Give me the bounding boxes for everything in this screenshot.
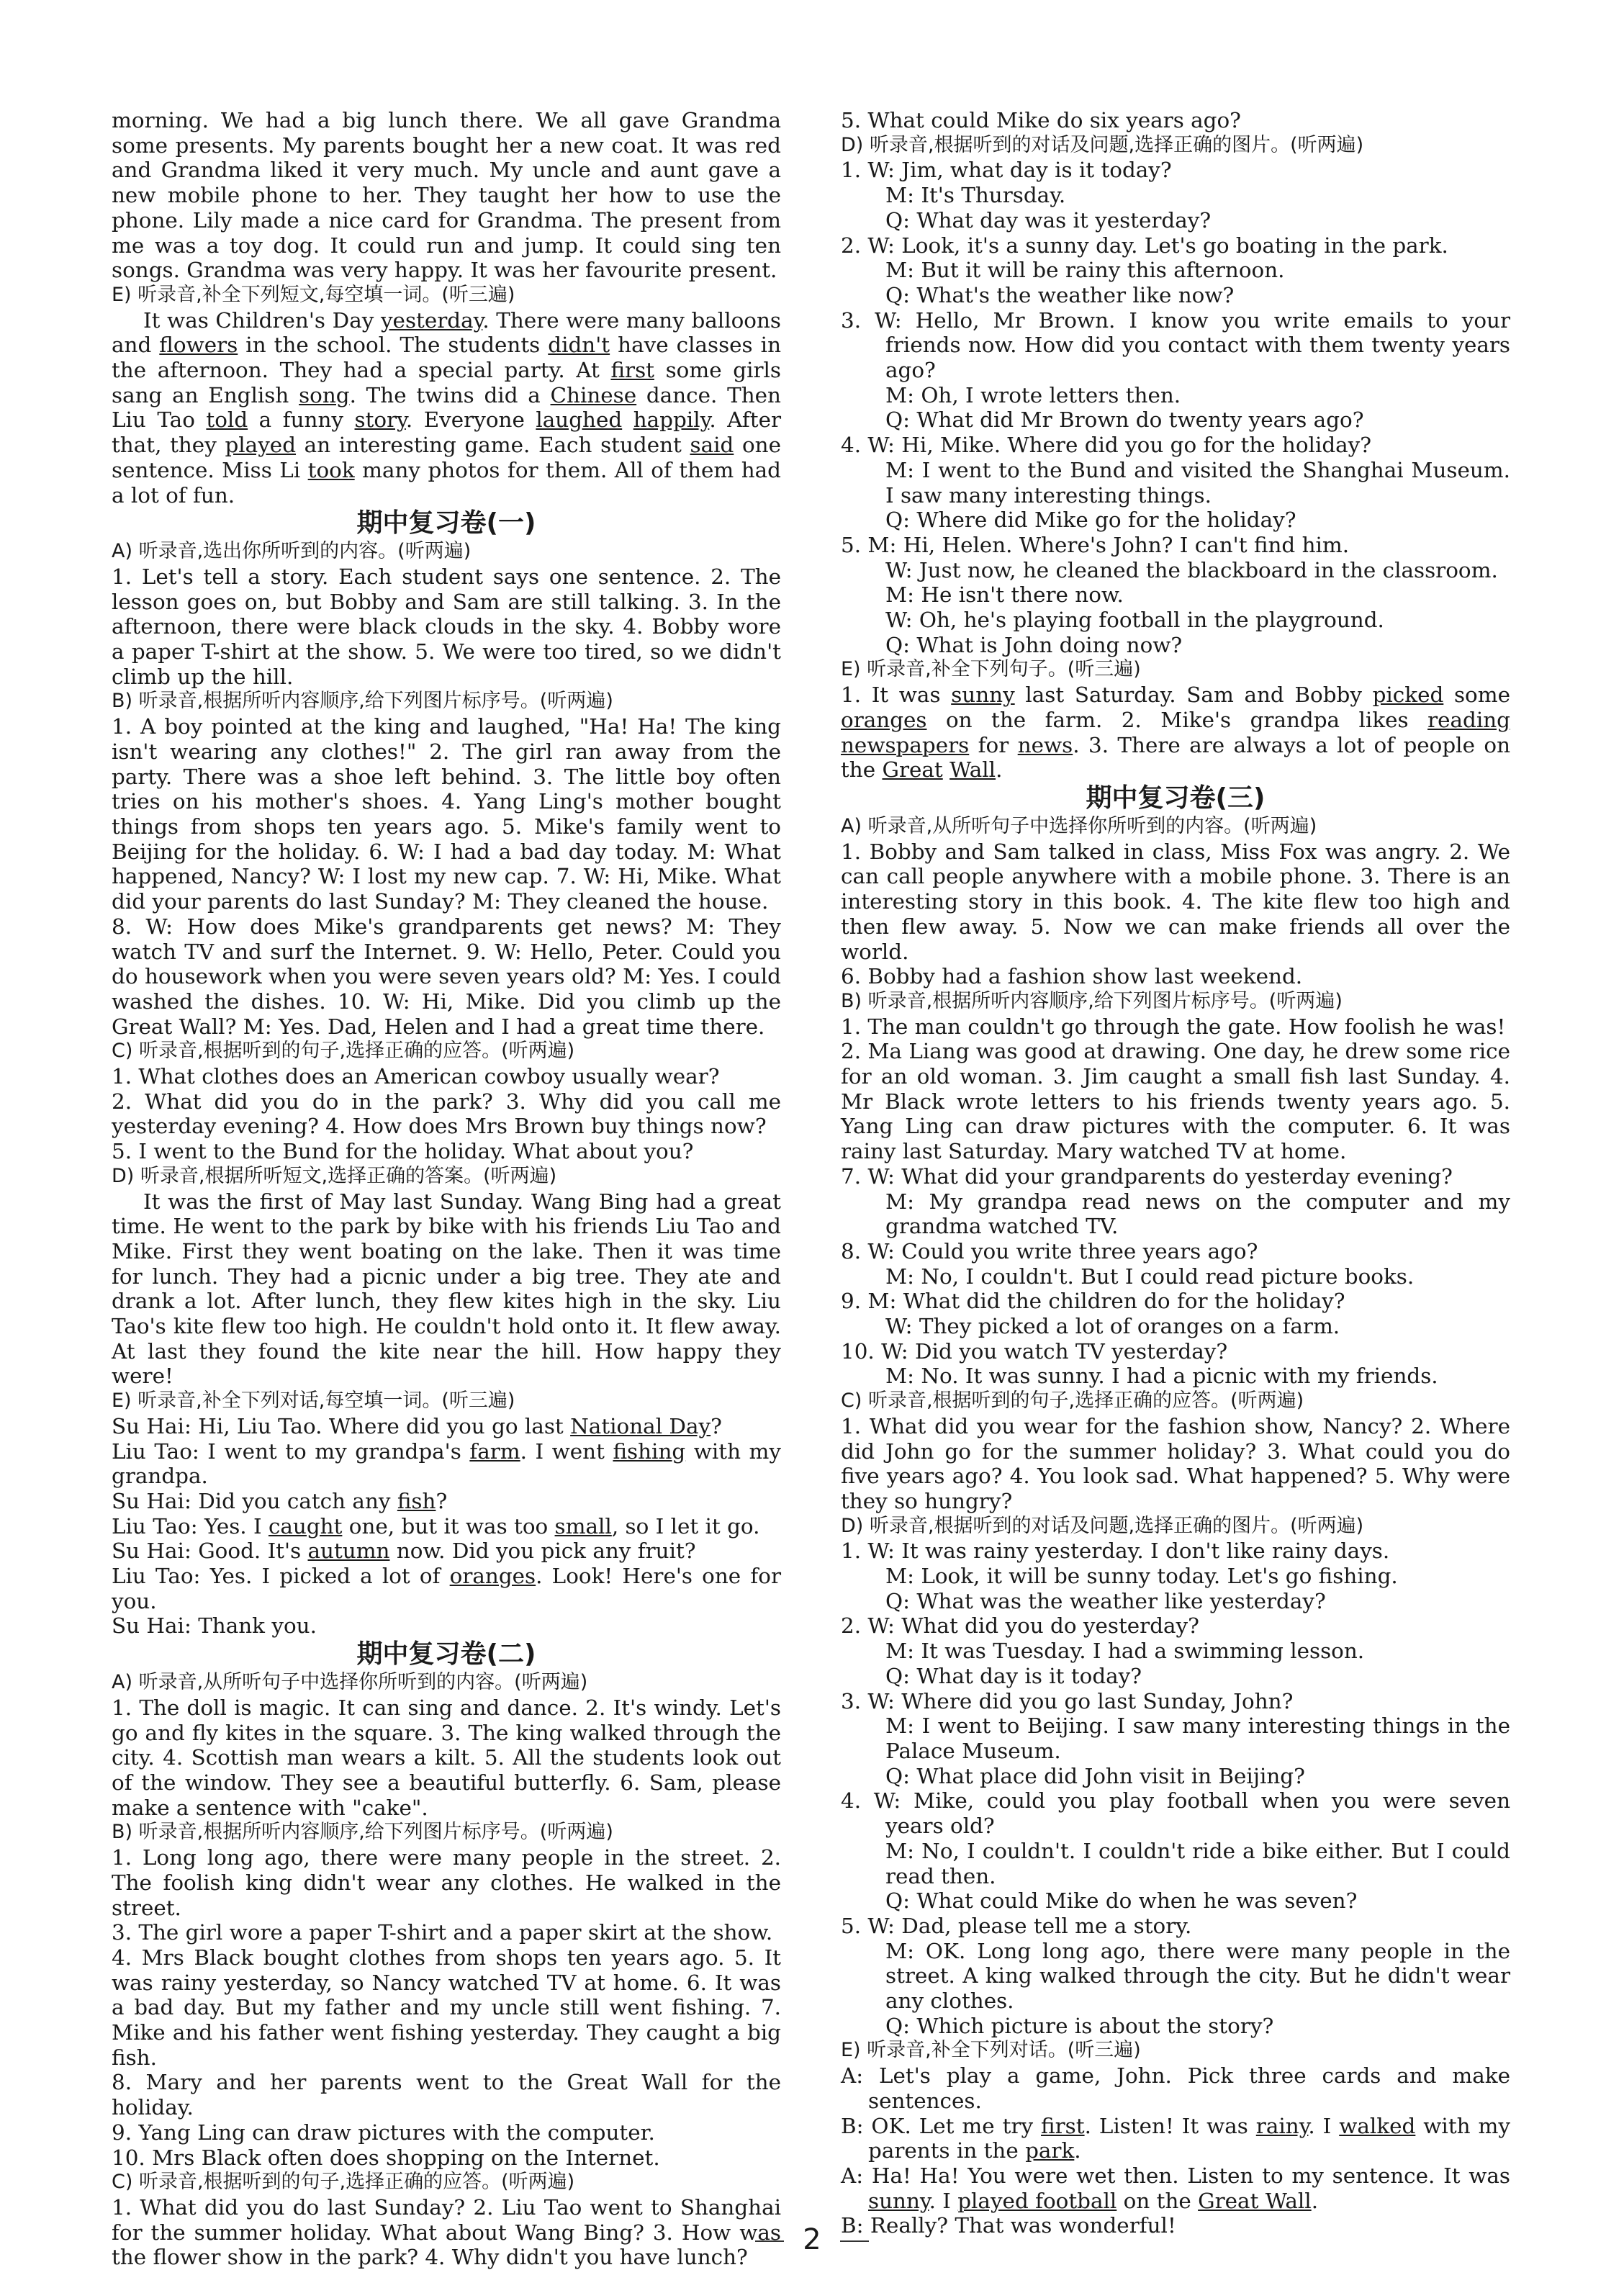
t3-e-dialogue bbox=[841, 2063, 1510, 2238]
dialogue-line: M: My grandpa read news on the computer and my grandma watched TV. bbox=[885, 1189, 1510, 1239]
t1-d-heading: D) 听录音,根据所听短文,选择正确的答案。(听两遍) bbox=[112, 1164, 557, 1187]
dialogue-line: Q: What could Mike do when he was seven? bbox=[885, 1888, 1358, 1914]
text-run: A: Let's play a game, John. Pick three cards and make sentences. bbox=[841, 2063, 1510, 2113]
text-run: . Look! Here's one for you. bbox=[112, 1564, 781, 1613]
page-number-text: 2 bbox=[803, 2223, 821, 2256]
t1-e-dialogue bbox=[112, 1414, 781, 1639]
text-run: . The twins did a bbox=[349, 382, 551, 407]
t3-b-text: 2. Ma Liang was good at drawing. One day, he drew some rice for an old woman. 3. Jim caught a small fish last Sunday. 4. Mr Black wrote letters to his friends twenty years ago. 5. Yang Ling can draw pictures with the computer. 6. It was rainy last Saturday. Mary watched TV at home. bbox=[841, 1039, 1510, 1164]
t1-c-line: 1. What clothes does an American cowboy usually wear? bbox=[112, 1064, 720, 1089]
t2-b-line: 8. Mary and her parents went to the Great Wall for the holiday. bbox=[112, 2070, 781, 2120]
filled-blank: song bbox=[299, 382, 350, 407]
text-run: ? bbox=[710, 1413, 722, 1438]
dialogue-item: 5. W: Dad, please tell me a story. bbox=[841, 1913, 1192, 1938]
text-run: in the school. The students bbox=[238, 333, 549, 358]
text-run: . I bbox=[1308, 2113, 1340, 2138]
dialogue-item: 3. W: Where did you go last Sunday, John? bbox=[841, 1688, 1294, 1713]
t2-b-line-5: 5. What could Mike do six years ago? bbox=[841, 108, 1241, 132]
dialogue-item: 7. W: What did your grandparents do yesterday evening? bbox=[841, 1163, 1453, 1189]
filled-blank: caught bbox=[268, 1513, 343, 1539]
text-run bbox=[622, 407, 633, 432]
dialogue-line: W: Oh, he's playing football in the playground. bbox=[885, 608, 1384, 633]
text-run: . bbox=[1074, 2138, 1081, 2163]
text-run: some bbox=[1443, 683, 1510, 708]
t1-b-text: 1. A boy pointed at the king and laughed, "Ha! Ha! The king isn't wearing any clothes!" 2. The girl ran away from the party. There was a shoe left behind. 3. The little boy often tries on his mother's shoes. 4. Yang Ling's mother bought things from shops ten years ago. 5. Mike's family went to Beijing for the holiday. 6. W: I had a bad day today. M: What happened, Nancy? W: I lost my new cap. 7. W: Hi, Mike. What did your parents do last Sunday? M: They cleaned the house. bbox=[112, 714, 781, 914]
t1-b-text-2: 8. W: How does Mike's grandparents get news? M: They watch TV and surf the Internet. 9. W: Hello, Peter. Could you do housework when you were seven years old? M: Yes. I could washed the dishes. 10. W: Hi, Mike. Did you climb up the Great Wall? M: Yes. Dad, Helen and I had a great time there. bbox=[112, 914, 781, 1039]
text-run: 1. It was bbox=[841, 683, 952, 708]
dialogue-line: M: But it will be rainy this afternoon. bbox=[885, 258, 1285, 283]
t2-c-text: 1. What did you do last Sunday? 2. Liu Tao went to Shanghai for the summer holiday. What about Wang Bing? 3. How was the flower show in the park? 4. Why didn't you have lunch? bbox=[112, 2194, 781, 2270]
section-e-heading: E) 听录音,补全下列短文,每空填一词。(听三遍) bbox=[112, 283, 515, 306]
filled-blank: story bbox=[354, 407, 406, 433]
text-run: . bbox=[1311, 2188, 1319, 2213]
t2-c-heading: C) 听录音,根据听到的句子,选择正确的应答。(听两遍) bbox=[112, 2171, 575, 2194]
dialogue-line: M: Look, it will be sunny today. Let's go fishing. bbox=[885, 1564, 1398, 1589]
t2-a-heading: A) 听录音,从所听句子中选择你所听到的内容。(听两遍) bbox=[112, 1671, 588, 1694]
filled-blank: took bbox=[307, 457, 355, 482]
text-run: . Listen! It was bbox=[1084, 2113, 1256, 2138]
t2-b-line: 3. The girl wore a paper T-shirt and a paper skirt at the show. bbox=[112, 1920, 773, 1945]
filled-blank: played football bbox=[957, 2188, 1117, 2213]
t3-a-text: 1. Bobby and Sam talked in class, Miss Fox was angry. 2. We can call people anywhere with a mobile phone. 3. There is an interesting story in this book. 4. The kite flew too high and then flew away. 5. Now we can make friends all over the world. bbox=[841, 839, 1510, 964]
filled-blank: walked bbox=[1339, 2113, 1416, 2138]
text-run: . I went bbox=[520, 1438, 613, 1464]
dialogue-line: W: Just now, he cleaned the blackboard in the classroom. bbox=[885, 557, 1498, 582]
text-run: Su Hai: Good. It's bbox=[112, 1539, 308, 1564]
text-run: now. Did you pick any fruit? bbox=[389, 1539, 696, 1564]
t3-c-text: 1. What did you wear for the fashion show, Nancy? 2. Where did John go for the summer holiday? 3. What could you do five years ago? 4. You look sad. What happened? 5. Why were they so hungry? bbox=[841, 1413, 1510, 1513]
filled-blank: fishing bbox=[613, 1438, 686, 1464]
intro-paragraph: morning. We had a big lunch there. We all gave Grandma some presents. My parents bought her a new coat. It was red and Grandma liked it very much. My uncle and aunt gave a new mobile phone to her. They taught her how to use the phone. Lily made a nice card for Grandma. The present from me was a toy dog. It could run and jump. It could sing ten songs. Grandma was very happy. It was her favourite present. bbox=[112, 108, 781, 283]
text-run: have classes in the afternoon. They had a special party. At bbox=[112, 333, 781, 383]
t3-e-heading: E) 听录音,补全下列对话。(听三遍) bbox=[841, 2039, 1141, 2062]
t1-c-heading: C) 听录音,根据听到的句子,选择正确的应答。(听两遍) bbox=[112, 1040, 575, 1063]
filled-blank: oranges bbox=[449, 1564, 536, 1589]
t1-e-heading: E) 听录音,补全下列对话,每空填一词。(听三遍) bbox=[112, 1390, 515, 1413]
text-run: . Everyone bbox=[405, 407, 536, 433]
dialogue-line: Q: What's the weather like now? bbox=[885, 282, 1235, 307]
dialogue-line: Q: What was the weather like yesterday? bbox=[885, 1588, 1326, 1613]
dialogue-line: M: He isn't there now. bbox=[885, 582, 1124, 608]
text-run: . 3. There are always a lot of people on the bbox=[841, 732, 1510, 783]
text-run: . There were many balloons and bbox=[112, 307, 781, 358]
dialogue-line: Q: Where did Mike go for the holiday? bbox=[885, 508, 1296, 533]
t2-b-line: 1. Long long ago, there were many people in the street. 2. The foolish king didn't wear any clothes. He walked in the street. bbox=[112, 1845, 781, 1920]
filled-blank: rainy bbox=[1255, 2113, 1309, 2138]
t3-c-heading: C) 听录音,根据听到的句子,选择正确的应答。(听两遍) bbox=[841, 1390, 1304, 1413]
t2-d-dialogues bbox=[841, 158, 1510, 657]
t1-c-line: 5. I went to the Bund for the holiday. What about you? bbox=[112, 1139, 694, 1164]
cloze-paragraph bbox=[112, 308, 781, 508]
text-run: Su Hai: Hi, Liu Tao. Where did you go last bbox=[112, 1413, 571, 1438]
dialogue-line: M: No. It was sunny. I had a picnic with my friends. bbox=[885, 1364, 1438, 1389]
t2-b-line: 4. Mrs Black bought clothes from shops ten years ago. 5. It was rainy yesterday, so Nancy watched TV at home. 6. It was a bad day. But my father and my uncle still went fishing. 7. Mike and his father went fishing yesterday. They caught a big fish. bbox=[112, 1945, 781, 2070]
right-column bbox=[841, 108, 1510, 2238]
dialogue-item: 2. W: What did you do yesterday? bbox=[841, 1613, 1199, 1639]
filled-blank: fish bbox=[397, 1488, 436, 1513]
filled-blank: news bbox=[1017, 732, 1073, 757]
t3-d-heading: D) 听录音,根据听到的对话及问题,选择正确的图片。(听两遍) bbox=[841, 1514, 1364, 1537]
dialogue-line bbox=[841, 2114, 1510, 2163]
text-run: Liu Tao: Yes. I picked a lot of bbox=[112, 1564, 450, 1589]
filled-blank: Great Wall bbox=[1198, 2188, 1312, 2213]
filled-blank: National Day bbox=[570, 1413, 711, 1438]
dialogue-line: M: It was Tuesday. I had a swimming lesson. bbox=[885, 1639, 1365, 1664]
text-run: with my grandpa. bbox=[112, 1438, 781, 1489]
text-run: for bbox=[969, 732, 1018, 757]
text-run: It was Children's Day bbox=[143, 307, 381, 333]
text-run: on the farm. 2. Mike's grandpa likes bbox=[926, 707, 1428, 732]
filled-blank: first bbox=[1041, 2113, 1085, 2138]
text-run: one, but it was too bbox=[342, 1513, 555, 1539]
text-run: , so I let it go. bbox=[611, 1513, 760, 1539]
dialogue-item: 10. W: Did you watch TV yesterday? bbox=[841, 1338, 1228, 1364]
text-run: on the bbox=[1116, 2188, 1199, 2213]
dialogue-line bbox=[112, 1489, 781, 1514]
page-dash-right bbox=[840, 2240, 869, 2242]
dialogue-item: 4. W: Hi, Mike. Where did you go for the holiday? bbox=[841, 433, 1372, 458]
t1-d-passage: It was the first of May last Sunday. Wang Bing had a great time. He went to the park by bike with his friends Liu Tao and Mike. First they went boating on the lake. Then it was time for lunch. They had a picnic under a big tree. They ate and drank a lot. After lunch, they flew kites high in the sky. Liu Tao's kite flew too high. He couldn't hold onto it. It flew away. At last they found the kite near the hill. How happy they were! bbox=[112, 1189, 781, 1389]
test-title-1: 期中复习卷(一) bbox=[356, 508, 536, 539]
text-run: B: OK. Let me try bbox=[841, 2113, 1042, 2138]
t3-d-dialogues bbox=[841, 1539, 1510, 2038]
t1-a-heading: A) 听录音,选出你所听到的内容。(听两遍) bbox=[112, 540, 472, 563]
text-run: some girls sang an English bbox=[112, 358, 781, 407]
t3-b-text: 1. The man couldn't go through the gate. How foolish he was! bbox=[841, 1014, 1506, 1039]
dialogue-line bbox=[841, 2163, 1510, 2213]
t2-b-line: 10. Mrs Black often does shopping on the Internet. bbox=[112, 2145, 660, 2170]
text-run bbox=[943, 757, 949, 782]
filled-blank: sunny bbox=[868, 2188, 929, 2213]
dialogue-line bbox=[112, 1439, 781, 1489]
page-dash-left bbox=[755, 2240, 784, 2242]
dialogue-item: 8. W: Could you write three years ago? bbox=[841, 1238, 1258, 1264]
dialogue-line: M: It's Thursday. bbox=[885, 183, 1066, 208]
dialogue-item: 1. W: Jim, what day is it today? bbox=[841, 158, 1172, 183]
dialogue-line: M: No, I couldn't. But I could read picture books. bbox=[885, 1264, 1415, 1289]
t2-e-heading: E) 听录音,补全下列句子。(听三遍) bbox=[841, 658, 1141, 681]
filled-blank: didn't bbox=[548, 333, 610, 358]
text-run: an interesting game. Each student bbox=[296, 433, 690, 458]
filled-blank: reading bbox=[1427, 707, 1510, 732]
filled-blank: happily bbox=[633, 407, 710, 433]
text-run: with my parents in the bbox=[868, 2113, 1510, 2163]
dialogue-item: 1. W: It was rainy yesterday. I don't like rainy days. bbox=[841, 1539, 1390, 1564]
text-run: a funny bbox=[248, 407, 355, 433]
dialogue-line bbox=[841, 2063, 1510, 2113]
text-run: A: Ha! Ha! You were wet then. Listen to my sentence. It was bbox=[841, 2163, 1510, 2188]
t1-c-line: 2. What did you do in the park? 3. Why did you call me yesterday evening? 4. How does Mrs Brown buy things now? bbox=[112, 1089, 781, 1139]
filled-blank: farm bbox=[469, 1438, 520, 1464]
test-title-2: 期中复习卷(二) bbox=[356, 1639, 536, 1670]
dialogue-line: M: No, I couldn't. I couldn't ride a bike either. But I could read then. bbox=[885, 1838, 1510, 1888]
text-run: Liu Tao: I went to my grandpa's bbox=[112, 1438, 470, 1464]
text-run: Liu Tao: Yes. I bbox=[112, 1513, 269, 1539]
t2-b-line: 9. Yang Ling can draw pictures with the computer. bbox=[112, 2120, 655, 2145]
t1-a-text: 1. Let's tell a story. Each student says one sentence. 2. The lesson goes on, but Bobby and Sam are still talking. 3. In the afternoon, there were black clouds in the sky. 4. Bobby wore a paper T-shirt at the show. 5. We were too tired, so we didn't climb up the hill. bbox=[112, 564, 781, 689]
text-run: . I bbox=[929, 2188, 958, 2213]
t3-b-heading: B) 听录音,根据所听内容顺序,给下列图片标序号。(听两遍) bbox=[841, 989, 1343, 1012]
filled-blank: oranges bbox=[841, 707, 927, 732]
dialogue-line: M: OK. Long long ago, there were many people in the street. A king walked through the city. But he didn't wear any clothes. bbox=[885, 1938, 1510, 2014]
text-run: Su Hai: Did you catch any bbox=[112, 1488, 397, 1513]
filled-blank: Wall bbox=[949, 757, 996, 783]
dialogue-line bbox=[112, 1539, 781, 1564]
dialogue-line: W: They picked a lot of oranges on a farm. bbox=[885, 1314, 1340, 1339]
dialogue-line: Q: What is John doing now? bbox=[885, 632, 1183, 657]
dialogue-line: Q: What place did John visit in Beijing? bbox=[885, 1763, 1305, 1788]
filled-blank: Great bbox=[882, 757, 943, 783]
filled-blank: picked bbox=[1372, 683, 1444, 708]
filled-blank: yesterday bbox=[380, 307, 483, 333]
dialogue-line: M: I went to the Bund and visited the Shanghai Museum. I saw many interesting things. bbox=[885, 457, 1510, 508]
t3-a-heading: A) 听录音,从所听句子中选择你所听到的内容。(听两遍) bbox=[841, 814, 1317, 837]
dialogue-line: Q: What day is it today? bbox=[885, 1663, 1142, 1688]
filled-blank: park bbox=[1025, 2138, 1075, 2163]
filled-blank: small bbox=[554, 1513, 612, 1539]
filled-blank: Chinese bbox=[550, 382, 637, 407]
text-run: B: Really? That was wonderful! bbox=[841, 2213, 1176, 2238]
filled-blank: played bbox=[225, 433, 297, 458]
text-run: Su Hai: Thank you. bbox=[112, 1613, 317, 1639]
t2-e-sentences bbox=[841, 683, 1510, 783]
dialogue-item: 4. W: Mike, could you play football when you were seven years old? bbox=[841, 1788, 1510, 1839]
dialogue-line bbox=[112, 1564, 781, 1613]
left-column bbox=[112, 108, 781, 2270]
dialogue-line: Q: What did Mr Brown do twenty years ago? bbox=[885, 407, 1364, 433]
dialogue-item: 9. M: What did the children do for the holiday? bbox=[841, 1289, 1345, 1314]
dialogue-line: M: I went to Beijing. I saw many interesting things in the Palace Museum. bbox=[885, 1713, 1510, 1763]
text-run: many photos for them. All of them had a lot of fun. bbox=[112, 457, 781, 508]
dialogue-item: 3. W: Hello, Mr Brown. I know you write emails to your friends now. How did you contact with them twenty years ago? bbox=[841, 307, 1510, 383]
filled-blank: flowers bbox=[159, 333, 238, 358]
filled-blank: newspapers bbox=[841, 732, 970, 757]
filled-blank: said bbox=[690, 433, 734, 458]
page-number bbox=[0, 2223, 1624, 2256]
dialogue-line bbox=[112, 1613, 781, 1639]
dialogue-item: 5. M: Hi, Helen. Where's John? I can't find him. bbox=[841, 532, 1350, 557]
t3-b-dialogues bbox=[841, 1164, 1510, 1389]
test-title-3: 期中复习卷(三) bbox=[1086, 783, 1266, 813]
t2-a-text: 1. The doll is magic. It can sing and dance. 2. It's windy. Let's go and fly kites in the square. 3. The king walked through the city. 4. Scottish man wears a kilt. 5. All the students look out of the window. They see a beautiful butterfly. 6. Sam, please make a sentence with "cake". bbox=[112, 1695, 781, 1820]
text-run: dance. Then Liu Tao bbox=[112, 382, 781, 433]
filled-blank: autumn bbox=[307, 1539, 390, 1564]
t1-b-heading: B) 听录音,根据所听内容顺序,给下列图片标序号。(听两遍) bbox=[112, 690, 613, 713]
text-run: . After that, they bbox=[112, 407, 782, 458]
dialogue-item: 2. W: Look, it's a sunny day. Let's go boating in the park. bbox=[841, 233, 1448, 258]
text-run: ? bbox=[436, 1488, 448, 1513]
dialogue-line bbox=[112, 1414, 781, 1439]
text-run: . bbox=[996, 757, 1003, 783]
filled-blank: laughed bbox=[536, 407, 623, 433]
dialogue-line: M: Oh, I wrote letters then. bbox=[885, 382, 1181, 407]
text-run: last Saturday. Sam and Bobby bbox=[1014, 683, 1373, 708]
filled-blank: sunny bbox=[951, 683, 1015, 708]
filled-blank: first bbox=[610, 358, 654, 383]
t2-d-heading: D) 听录音,根据听到的对话及问题,选择正确的图片。(听两遍) bbox=[841, 133, 1364, 156]
text-run: one sentence. Miss Li bbox=[112, 433, 781, 482]
t3-a-text: 6. Bobby had a fashion show last weekend. bbox=[841, 964, 1303, 989]
dialogue-line bbox=[112, 1514, 781, 1539]
dialogue-line: Q: What day was it yesterday? bbox=[885, 207, 1212, 233]
t2-b-heading: B) 听录音,根据所听内容顺序,给下列图片标序号。(听两遍) bbox=[112, 1821, 613, 1844]
dialogue-line: Q: Which picture is about the story? bbox=[885, 2013, 1274, 2038]
filled-blank: told bbox=[206, 407, 248, 433]
